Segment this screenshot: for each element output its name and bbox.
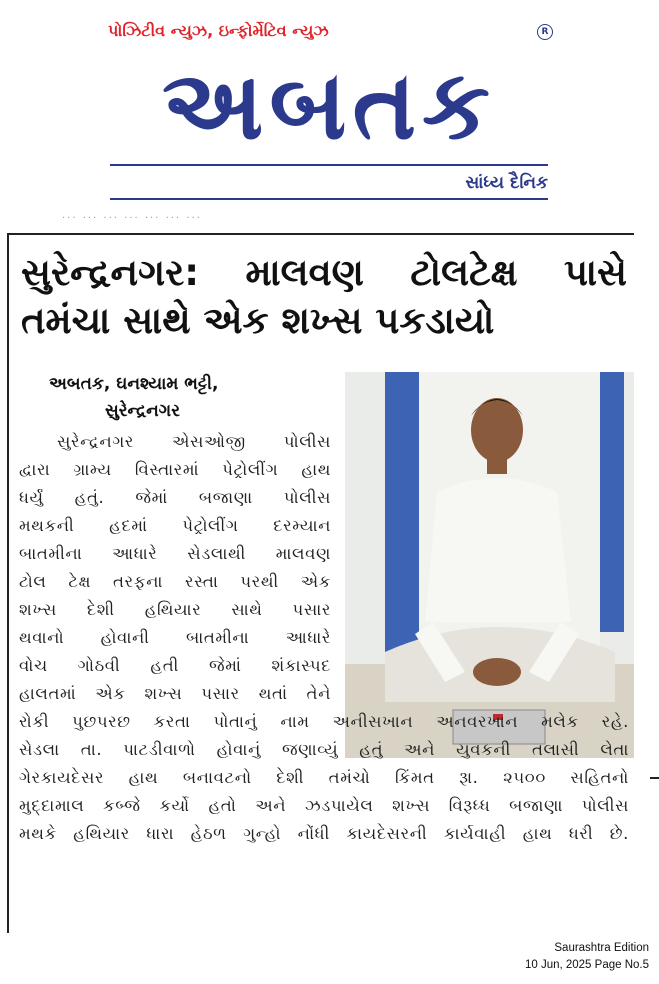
edition-label: Saurashtra Edition <box>554 942 649 954</box>
body-line: મુદ્દામાલ કબ્જે કર્યો હતો અને ઝડપાયેલ શખ્સ વિરૂધ્ધ બજાણા પોલીસ <box>19 796 629 815</box>
headline-line-2: તમંચા સાથે એક શખ્સ પકડાયો <box>21 299 495 342</box>
byline-line-2: સુરેન્દ્રનગર <box>105 401 180 421</box>
tagline: પોઝિટીવ ન્યુઝ, ઇન્ફોર્મેટિવ ન્યુઝ <box>108 21 329 40</box>
margin-dash <box>650 777 659 779</box>
body-line: બાતમીના આધારે સેડલાથી માલવણ <box>19 544 331 563</box>
date-page-label: 10 Jun, 2025 Page No.5 <box>524 959 649 971</box>
article-headline <box>21 249 627 345</box>
body-line: ધર્યું હતું. જેમાં બજાણા પોલીસ <box>19 488 331 507</box>
body-line: હાલતમાં એક શખ્સ પસાર થતાં તેને <box>19 684 331 703</box>
body-line: દ્વારા ગ્રામ્ય વિસ્તારમાં પેટ્રોલીંગ હાથ <box>19 460 331 479</box>
headline-line-1: સુરેન્દ્રનગર: માલવણ ટોલટેક્ષ પાસે <box>21 251 627 294</box>
article-byline <box>37 371 337 425</box>
byline-line-1: અબતક, ઘનશ્યામ ભટ્ટી, <box>49 374 219 394</box>
body-line: મથકની હદમાં પેટ્રોલીંગ દરમ્યાન <box>19 516 331 535</box>
body-line: રોકી પુછપરછ કરતા પોતાનું નામ અનીસખાન અનવરખાન મલેક રહે. <box>19 712 629 731</box>
body-line: થવાનો હોવાની બાતમીના આધારે <box>19 628 331 647</box>
page-footer <box>449 940 649 974</box>
body-line: ટોલ ટેક્ષ તરફના રસ્તા પરથી એક <box>19 572 331 591</box>
body-line: મથકે હથિયાર ધારા હેઠળ ગુન્હો નોંધી કાયદેસરની કાર્યવાહી હાથ ધરી છે. <box>19 824 629 843</box>
brand-logo: અબતક <box>162 49 496 161</box>
news-article <box>7 233 634 933</box>
registered-mark: R <box>537 24 553 40</box>
body-line: સુરેન્દ્રનગર એસઓજી પોલીસ <box>57 432 331 451</box>
faded-text-line: ... ... ... ... ... ... ... <box>62 210 202 221</box>
body-line: સેડલા તા. પાટડીવાળો હોવાનું જણાવ્યું હતું અને યુવકની તલાસી લેતા <box>19 740 629 759</box>
masthead-divider <box>110 164 548 166</box>
masthead <box>0 0 659 205</box>
body-line: વોચ ગોઠવી હતી જેમાં શંકાસ્પદ <box>19 656 331 675</box>
edition-tag: સાંધ્ય દૈનિક <box>465 173 548 193</box>
body-line: ગેરકાયદેસર હાથ બનાવટનો દેશી તમંચો કિંમત રૂા. ૨૫૦૦ સહિતનો <box>19 768 629 787</box>
masthead-underline <box>110 198 548 200</box>
article-body <box>19 428 629 848</box>
body-line: શખ્સ દેશી હથિયાર સાથે પસાર <box>19 600 331 619</box>
